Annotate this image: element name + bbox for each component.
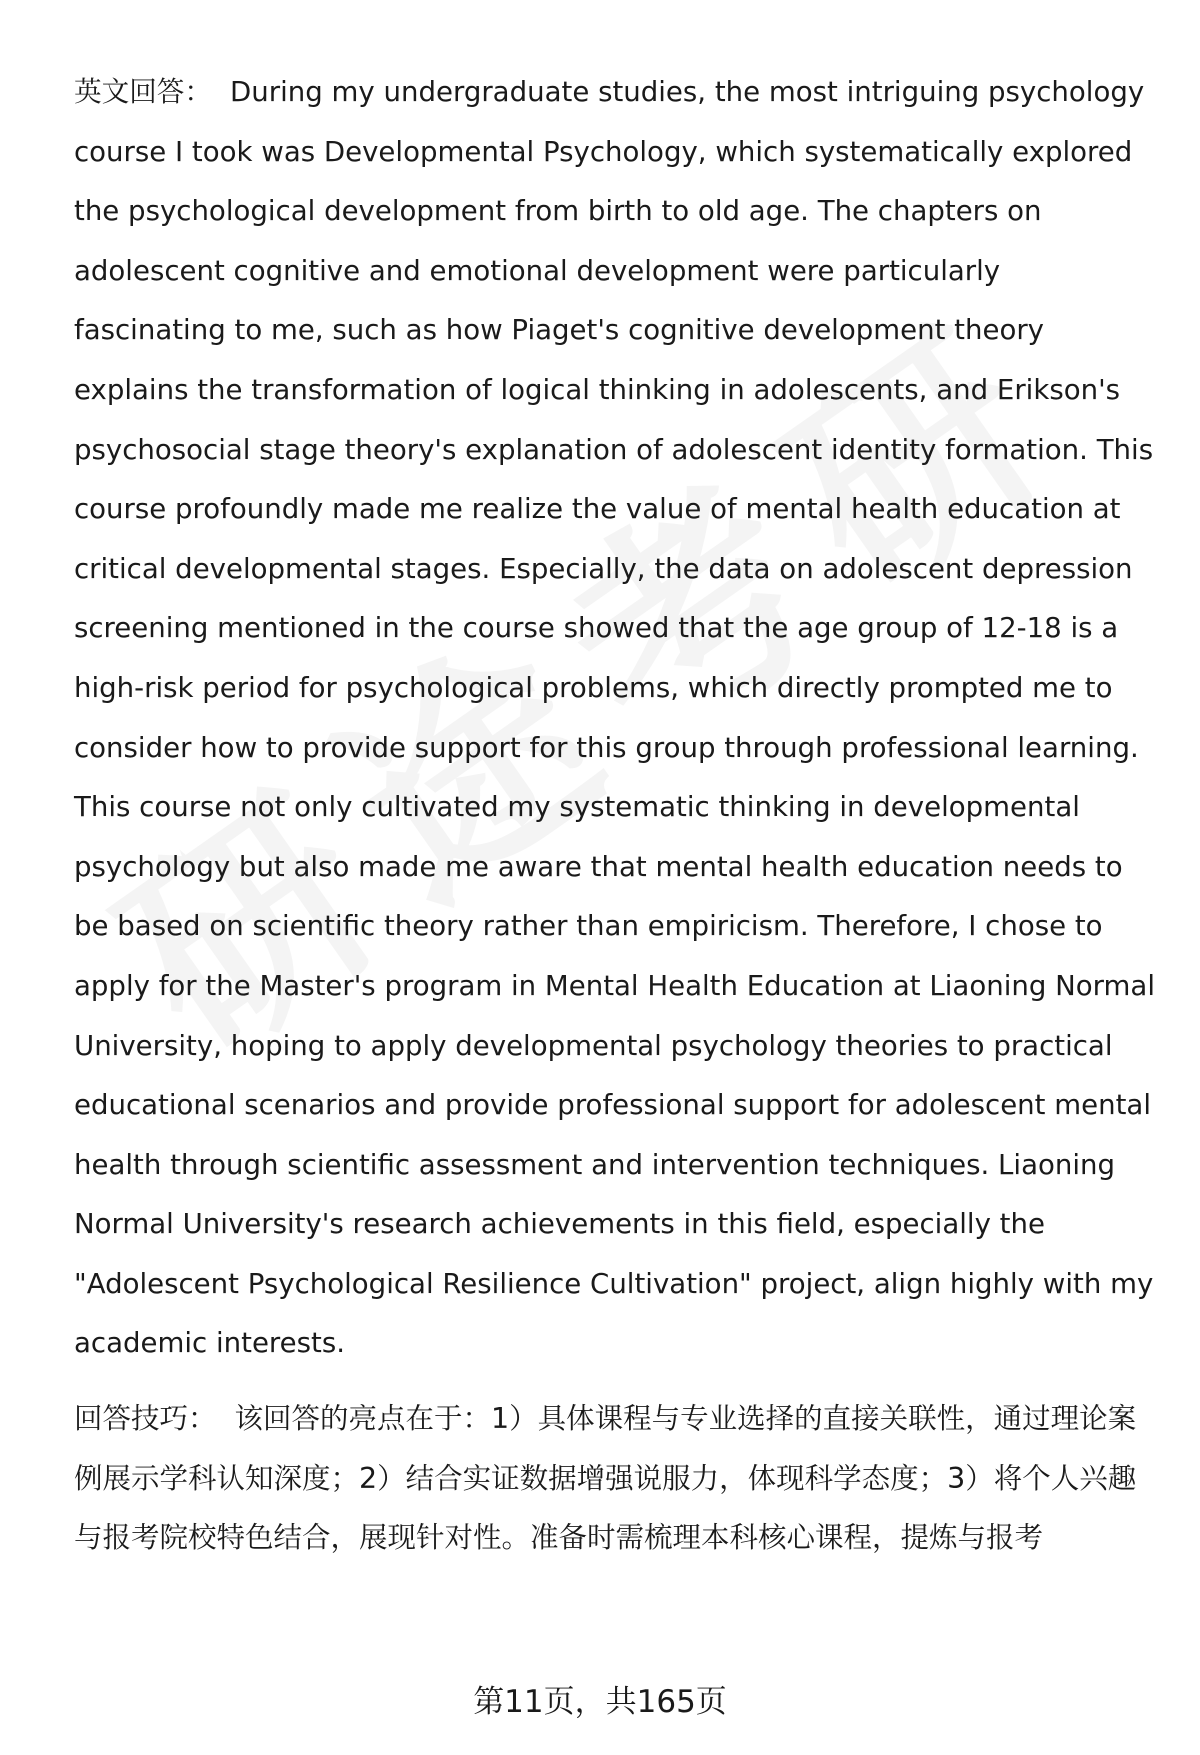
english-answer-text: During my undergraduate studies, the most intriguing psychology course I took was Developmental Psychology, which systematically explored the psychological development from birth to old age. The chapters on adolescent cognitive and emotional development were particularly fascinating to me, such as how Piaget's cognitive development theory explains the transformation of logical thinking in adolescents, and Erikson's psychosocial stage theory's explanation of adolescent identity formation. This course profoundly made me realize the value of mental health education at critical developmental stages. Especially, the data on adolescent depression screening mentioned in the course showed that the age group of 12-18 is a high-risk period for psychological problems, which directly prompted me to consider how to provide support for this group through professional learning. This course not only cultivated my systematic thinking in developmental psychology but also made me aware that mental health education needs to be based on scientific theory rather than empiricism. Therefore, I chose to apply for the Master's program in Mental Health Education at Liaoning Normal University, hoping to apply developmental psychology theories to practical educational scenarios and provide professional support for adolescent mental health through scientific assessment and intervention techniques. Liaoning Normal University's research achievements in this field, especially the "Adolescent Psychological Resilience Cultivation" project, align highly with my academic interests. xyxy=(74,75,1155,1360)
english-answer-paragraph xyxy=(74,62,1156,1373)
answer-tips-label: 回答技巧： xyxy=(74,1402,217,1436)
answer-tips-paragraph xyxy=(74,1389,1156,1568)
answer-tips-text: 该回答的亮点在于：1）具体课程与专业选择的直接关联性，通过理论案例展示学科认知深度；2）结合实证数据增强说服力，体现科学态度；3）将个人兴趣与报考院校特色结合，展现针对性。准备时需梳理本科核心课程，提炼与报考 xyxy=(74,1402,1137,1555)
page-number-footer: 第11页，共165页 xyxy=(473,1684,727,1720)
page-content xyxy=(74,62,1154,1568)
english-answer-label: 英文回答： xyxy=(74,75,212,108)
